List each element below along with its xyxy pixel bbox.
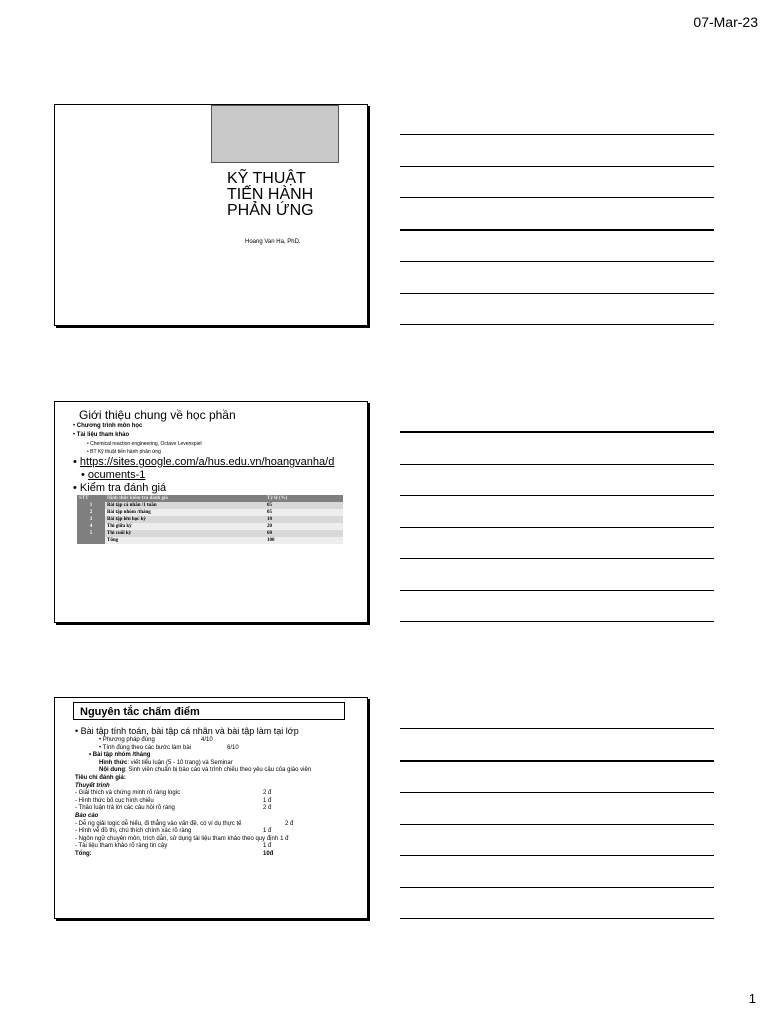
slide-1-title <box>227 171 314 219</box>
note-line <box>400 918 714 919</box>
note-line <box>400 495 714 496</box>
content-label: Nội dung <box>99 767 125 774</box>
steps-score: 6/10 <box>227 744 239 751</box>
criteria-score: 1 đ <box>263 843 272 850</box>
table-header <box>77 495 343 502</box>
page-number: 1 <box>748 991 756 1006</box>
note-line <box>400 261 714 262</box>
presentation-heading: Thuyết trình <box>75 782 110 789</box>
exercise-bullet: • Bài tập tính toán, bài tập cá nhân và bài tập làm tại lớp <box>75 726 359 737</box>
steps-label: • Tính đúng theo các bước làm bài <box>99 745 227 753</box>
cell: Bài tập lớn học kỳ <box>105 516 265 523</box>
criteria-row <box>75 790 359 798</box>
cell: 05 <box>265 502 343 509</box>
slide-3-title: Nguyên tắc chấm điểm <box>73 702 345 720</box>
cell: 4 <box>77 523 105 530</box>
title-line: TIẾN HÀNH <box>227 186 314 203</box>
criteria-row <box>75 836 359 844</box>
note-line <box>400 792 714 793</box>
title-line: KỸ THUẬT <box>227 170 306 187</box>
reference-item: • BT Kỹ thuật tiến hành phản ứng <box>73 448 355 456</box>
criteria-score: 2 đ <box>285 820 294 827</box>
criteria-row <box>75 821 359 829</box>
form-label: Hình thức <box>99 759 128 766</box>
slide-2-body <box>73 422 355 544</box>
grading-table <box>77 495 343 544</box>
cell: 10 <box>265 516 343 523</box>
method-label: • Phương pháp đúng <box>99 737 201 745</box>
title-line: PHẢN ỨNG <box>227 202 314 219</box>
total-value: 10đ <box>263 850 274 857</box>
method-row <box>75 737 359 745</box>
cell: 5 <box>77 530 105 537</box>
note-line <box>400 621 714 622</box>
program-bullet: • Chương trình môn học <box>73 422 355 431</box>
table-row <box>77 530 343 537</box>
note-line <box>400 324 714 325</box>
cell: 20 <box>265 523 343 530</box>
note-line <box>400 728 714 729</box>
cell <box>77 537 105 544</box>
note-line <box>400 229 714 231</box>
slide-2-title: Giới thiệu chung về học phần <box>79 408 236 422</box>
cell: Thi cuối kỳ <box>105 530 265 537</box>
criteria-text: - Thảo luận trả lời các câu hỏi rõ ràng <box>75 805 175 812</box>
criteria-row <box>75 805 359 813</box>
criteria-text: - Tài liệu tham khảo rõ ràng tin cậy <box>75 843 168 850</box>
criteria-score: 1 đ <box>280 835 289 842</box>
col-header: STT <box>77 495 105 502</box>
course-link[interactable] <box>73 456 355 469</box>
table-row <box>77 502 343 509</box>
cell: 60 <box>265 530 343 537</box>
content-text: : Sinh viên chuẩn bị báo cáo và trình chiếu theo yêu cầu của giáo viên <box>125 767 312 774</box>
note-line <box>400 431 714 433</box>
link-text-2[interactable]: ocuments-1 <box>87 469 146 481</box>
cell: Bài tập cá nhân /1 tuần <box>105 502 265 509</box>
note-line <box>400 887 714 888</box>
slide-3 <box>54 697 368 919</box>
total-label: Tổng: <box>75 850 92 857</box>
table-row <box>77 516 343 523</box>
assessment-bullet: • Kiểm tra đánh giá <box>73 482 355 495</box>
criteria-score: 2 đ <box>263 805 272 812</box>
note-line <box>400 293 714 294</box>
table-row <box>77 523 343 530</box>
link-text-1[interactable]: https://sites.google.com/a/hus.edu.vn/hoangvanha/d <box>79 456 335 468</box>
criteria-score: 1 đ <box>263 828 272 835</box>
table-row <box>77 537 343 544</box>
criteria-row <box>75 843 359 851</box>
slide-2 <box>54 401 368 623</box>
method-score: 4/10 <box>201 737 213 743</box>
criteria-text: - Giải thích và chứng minh rõ ràng logic <box>75 790 181 797</box>
table-row <box>77 509 343 516</box>
references-bullet: • Tài liệu tham khảo <box>73 431 355 440</box>
slide-1 <box>54 104 368 326</box>
slide-3-body <box>75 726 359 859</box>
author: Hoang Van Ha, PhD. <box>245 239 301 245</box>
note-line <box>400 464 714 465</box>
criteria-text: - Ngôn ngữ chuyên môn, trích dẫn, sử dụng tài liệu tham khảo theo quy định <box>75 835 279 842</box>
report-heading: Báo cáo <box>75 812 99 819</box>
criteria-score: 1 đ <box>263 797 272 804</box>
note-line <box>400 166 714 167</box>
date-header: 07-Mar-23 <box>693 14 758 30</box>
col-header: Tỷ lệ (%) <box>265 495 343 502</box>
content-line <box>75 767 359 775</box>
notes-lines-2 <box>400 431 714 653</box>
cell: Thi giữa kỳ <box>105 523 265 530</box>
criteria-row <box>75 828 359 836</box>
cell: 3 <box>77 516 105 523</box>
cell: 100 <box>265 537 343 544</box>
steps-row <box>75 745 359 753</box>
notes-lines-3 <box>400 728 714 950</box>
note-line <box>400 134 714 135</box>
note-line <box>400 558 714 559</box>
note-line <box>400 855 714 856</box>
criteria-text: - Dễ ng giải logic dễ hiểu, đi thẳng vào vấn đề, có ví dụ thực tế <box>75 820 242 827</box>
note-line <box>400 590 714 591</box>
criteria-text: - Hình vẽ đồ thị, chú thích chính xác rõ ràng <box>75 828 192 835</box>
total-row <box>75 851 359 859</box>
note-line <box>400 197 714 198</box>
note-line <box>400 760 714 762</box>
notes-lines-1 <box>400 134 714 356</box>
criteria-heading: Tiêu chí đánh giá: <box>75 774 126 781</box>
note-line <box>400 527 714 528</box>
note-line <box>400 824 714 825</box>
reference-item: • Chemical reaction engineering, Octave Levenspiel <box>73 440 355 448</box>
cell: 2 <box>77 509 105 516</box>
criteria-text: - Hình thức bố cục hình chiếu <box>75 797 154 804</box>
form-text: : viết tiểu luận (5 - 10 trang) và Seminar <box>127 759 233 766</box>
cell: 1 <box>77 502 105 509</box>
group-bullet: • Bài tập nhóm /tháng <box>75 752 359 760</box>
criteria-score: 2 đ <box>263 790 272 797</box>
cell: Tổng <box>105 537 265 544</box>
title-placeholder-box <box>211 105 339 163</box>
course-link-cont[interactable] <box>73 469 355 482</box>
col-header: Hình thức kiểm tra đánh giá <box>105 495 265 502</box>
cell: 05 <box>265 509 343 516</box>
cell: Bài tập nhóm /tháng <box>105 509 265 516</box>
